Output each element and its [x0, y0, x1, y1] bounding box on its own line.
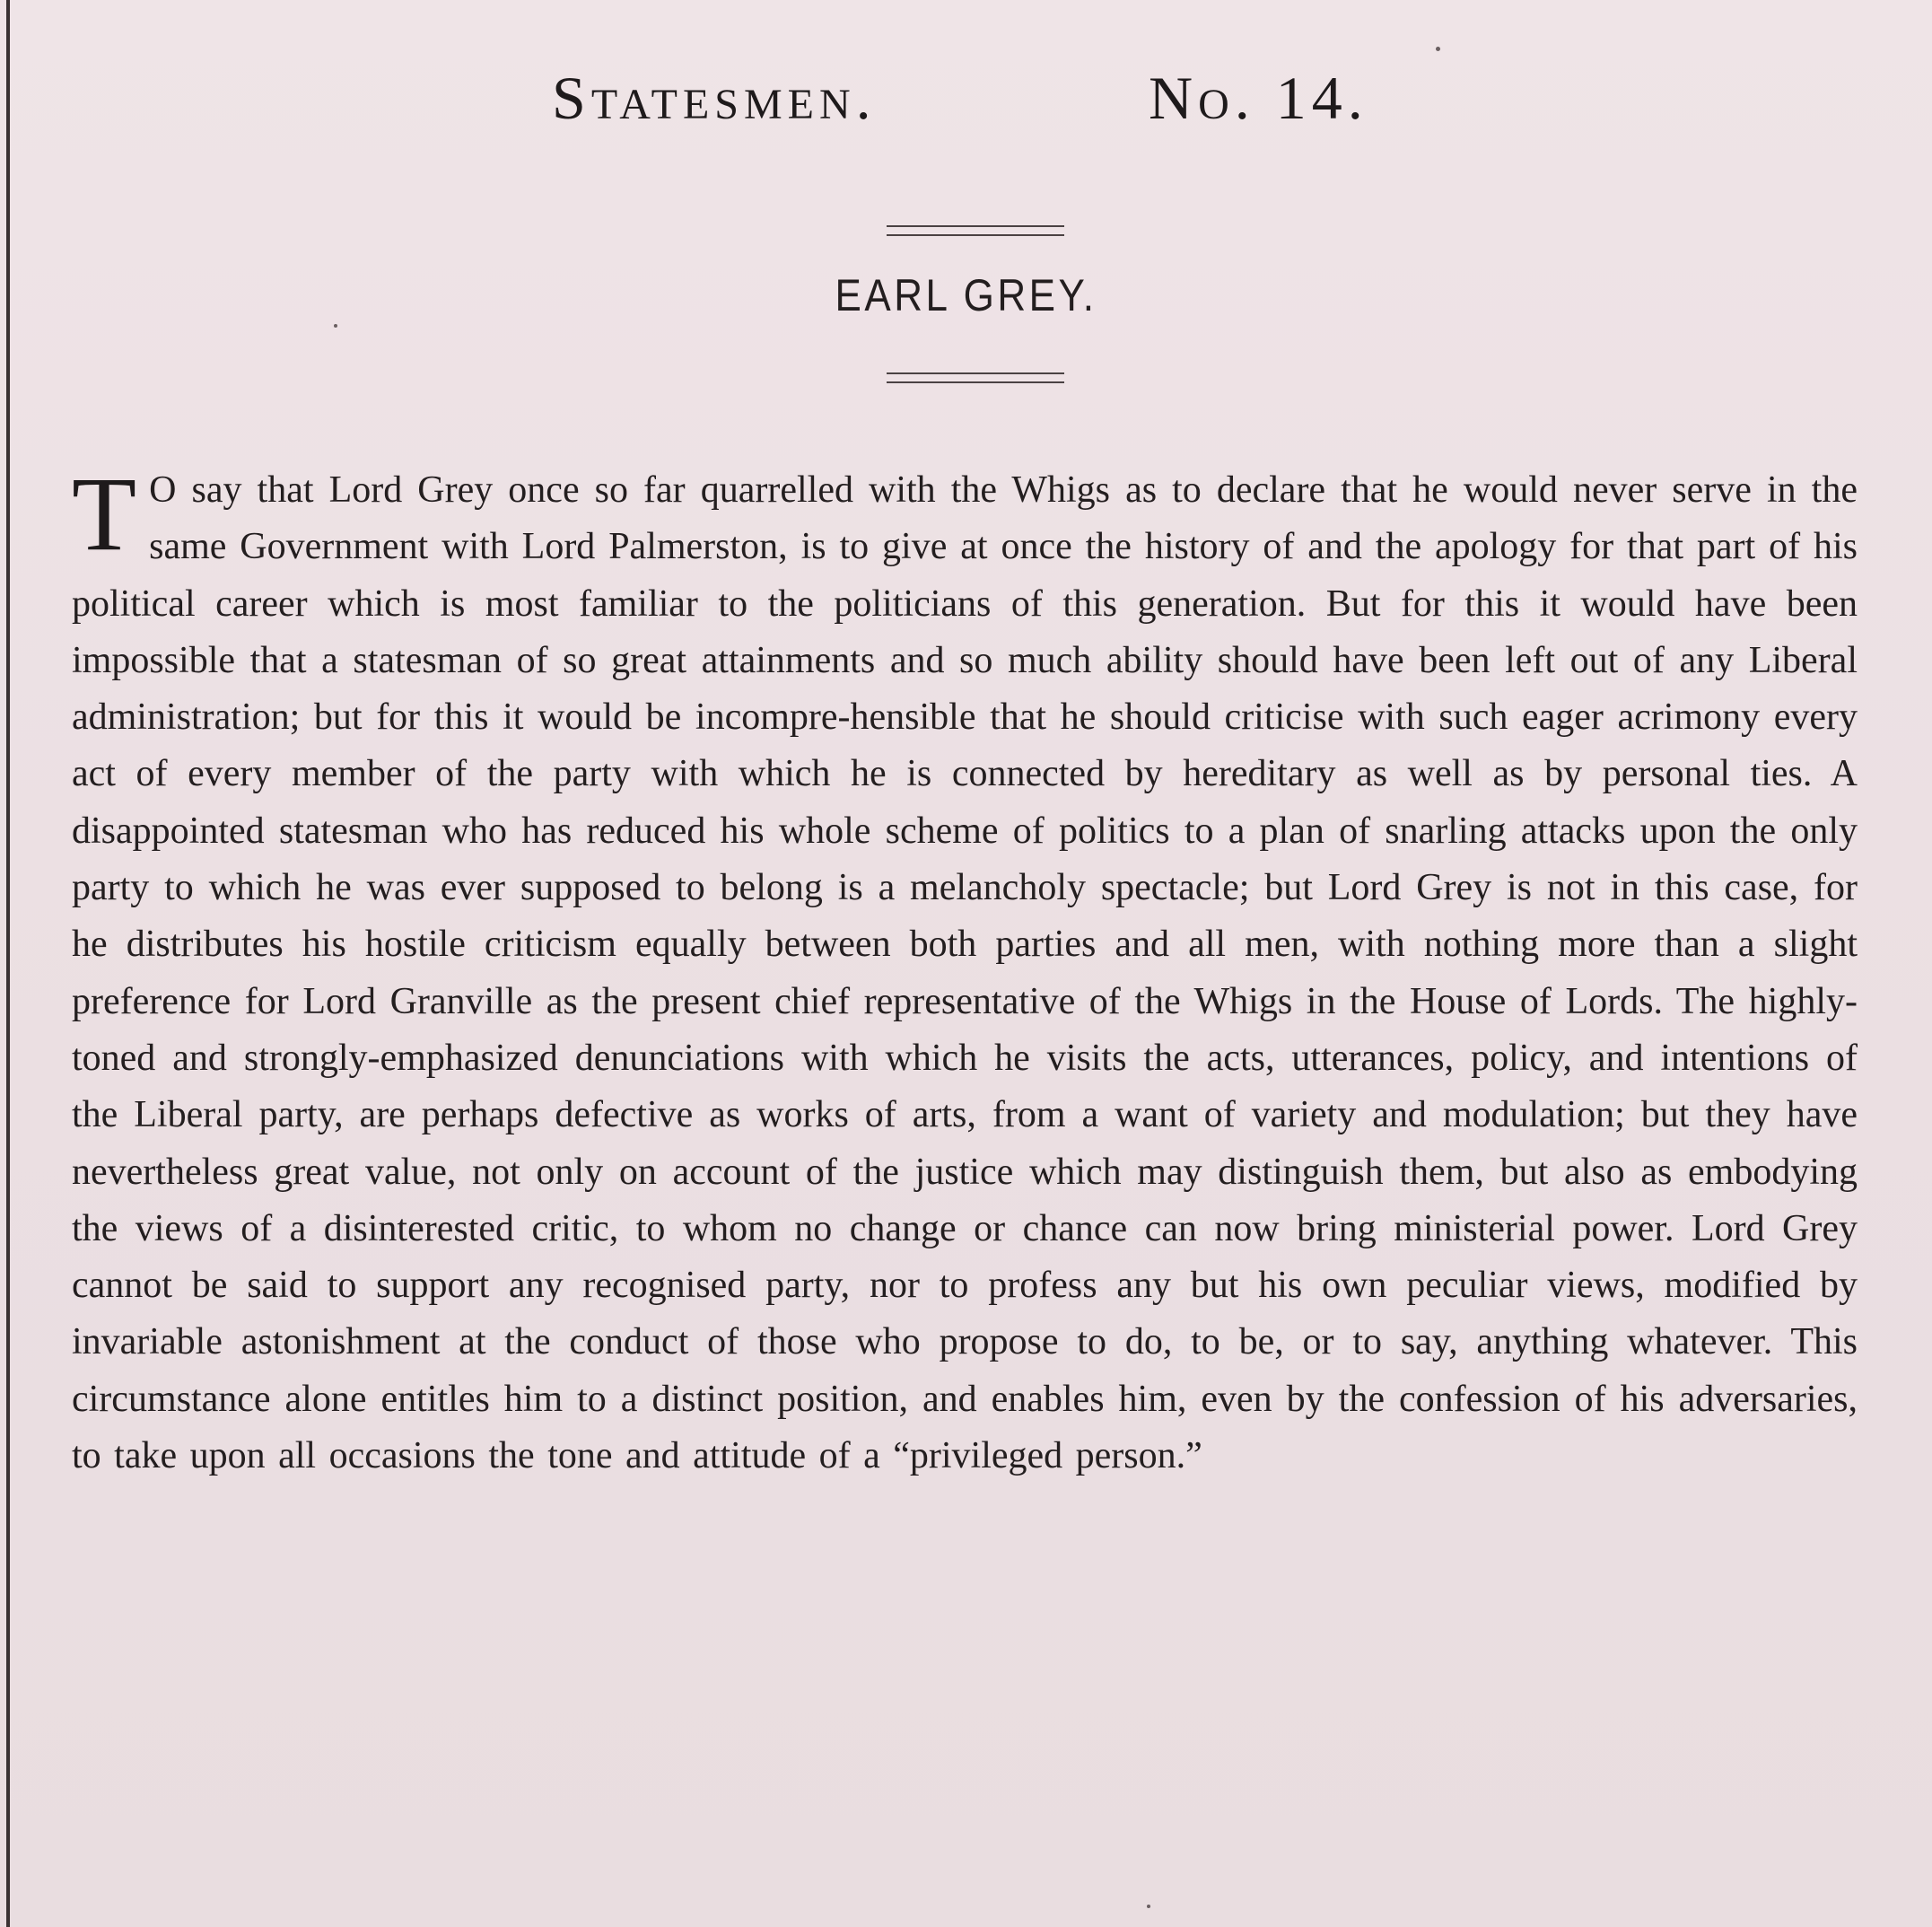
- series-title: Statesmen.: [552, 64, 877, 132]
- divider-top: [887, 225, 1064, 236]
- drop-cap: T: [72, 455, 137, 573]
- article-body: [72, 455, 1858, 1485]
- paper-speck: [1436, 47, 1440, 51]
- series-number: No. 14.: [1149, 64, 1368, 132]
- divider-bottom: [887, 372, 1064, 383]
- paper-speck: [334, 324, 337, 328]
- paper-speck: [1147, 1905, 1150, 1908]
- left-margin-rule: [6, 0, 10, 1927]
- article-paragraph: O say that Lord Grey once so far quarrelled with the Whigs as to declare that he would never serve in the same Government with Lord Palmerston, is to give at once the history of and the apology for that part of his political career which is most familiar to the politicians of this generation. But for this it would have been impossible that a statesman of so great attainments and so much ability should have been left out of any Liberal administration; but for this it would be incompre-hensible that he should criticise with such eager acrimony every act of every member of the party with which he is connected by hereditary as well as by personal ties. A disappointed statesman who has reduced his whole scheme of politics to a plan of snarling attacks upon the only party to which he was ever supposed to belong is a melancholy spectacle; but Lord Grey is not in this case, for he distributes his hostile criticism equally between both parties and all men, with nothing more than a slight preference for Lord Granville as the present chief representative of the Whigs in the House of Lords. The highly-toned and strongly-emphasized denunciations with which he visits the acts, utterances, policy, and intentions of the Liberal party, are perhaps defective as works of arts, from a want of variety and modulation; but they have nevertheless great value, not only on account of the justice which may distinguish them, but also as embodying the views of a disinterested critic, to whom no change or chance can now bring ministerial power. Lord Grey cannot be said to support any recognised party, nor to profess any but his own peculiar views, modified by invariable astonishment at the conduct of those who propose to do, to be, or to say, anything whatever. This circumstance alone entitles him to a distinct position, and enables him, even by the confession of his adversaries, to take upon all occasions the tone and attitude of a “privileged person.”: [72, 469, 1858, 1477]
- header: [0, 36, 1932, 188]
- article-title: EARL GREY.: [835, 270, 1097, 320]
